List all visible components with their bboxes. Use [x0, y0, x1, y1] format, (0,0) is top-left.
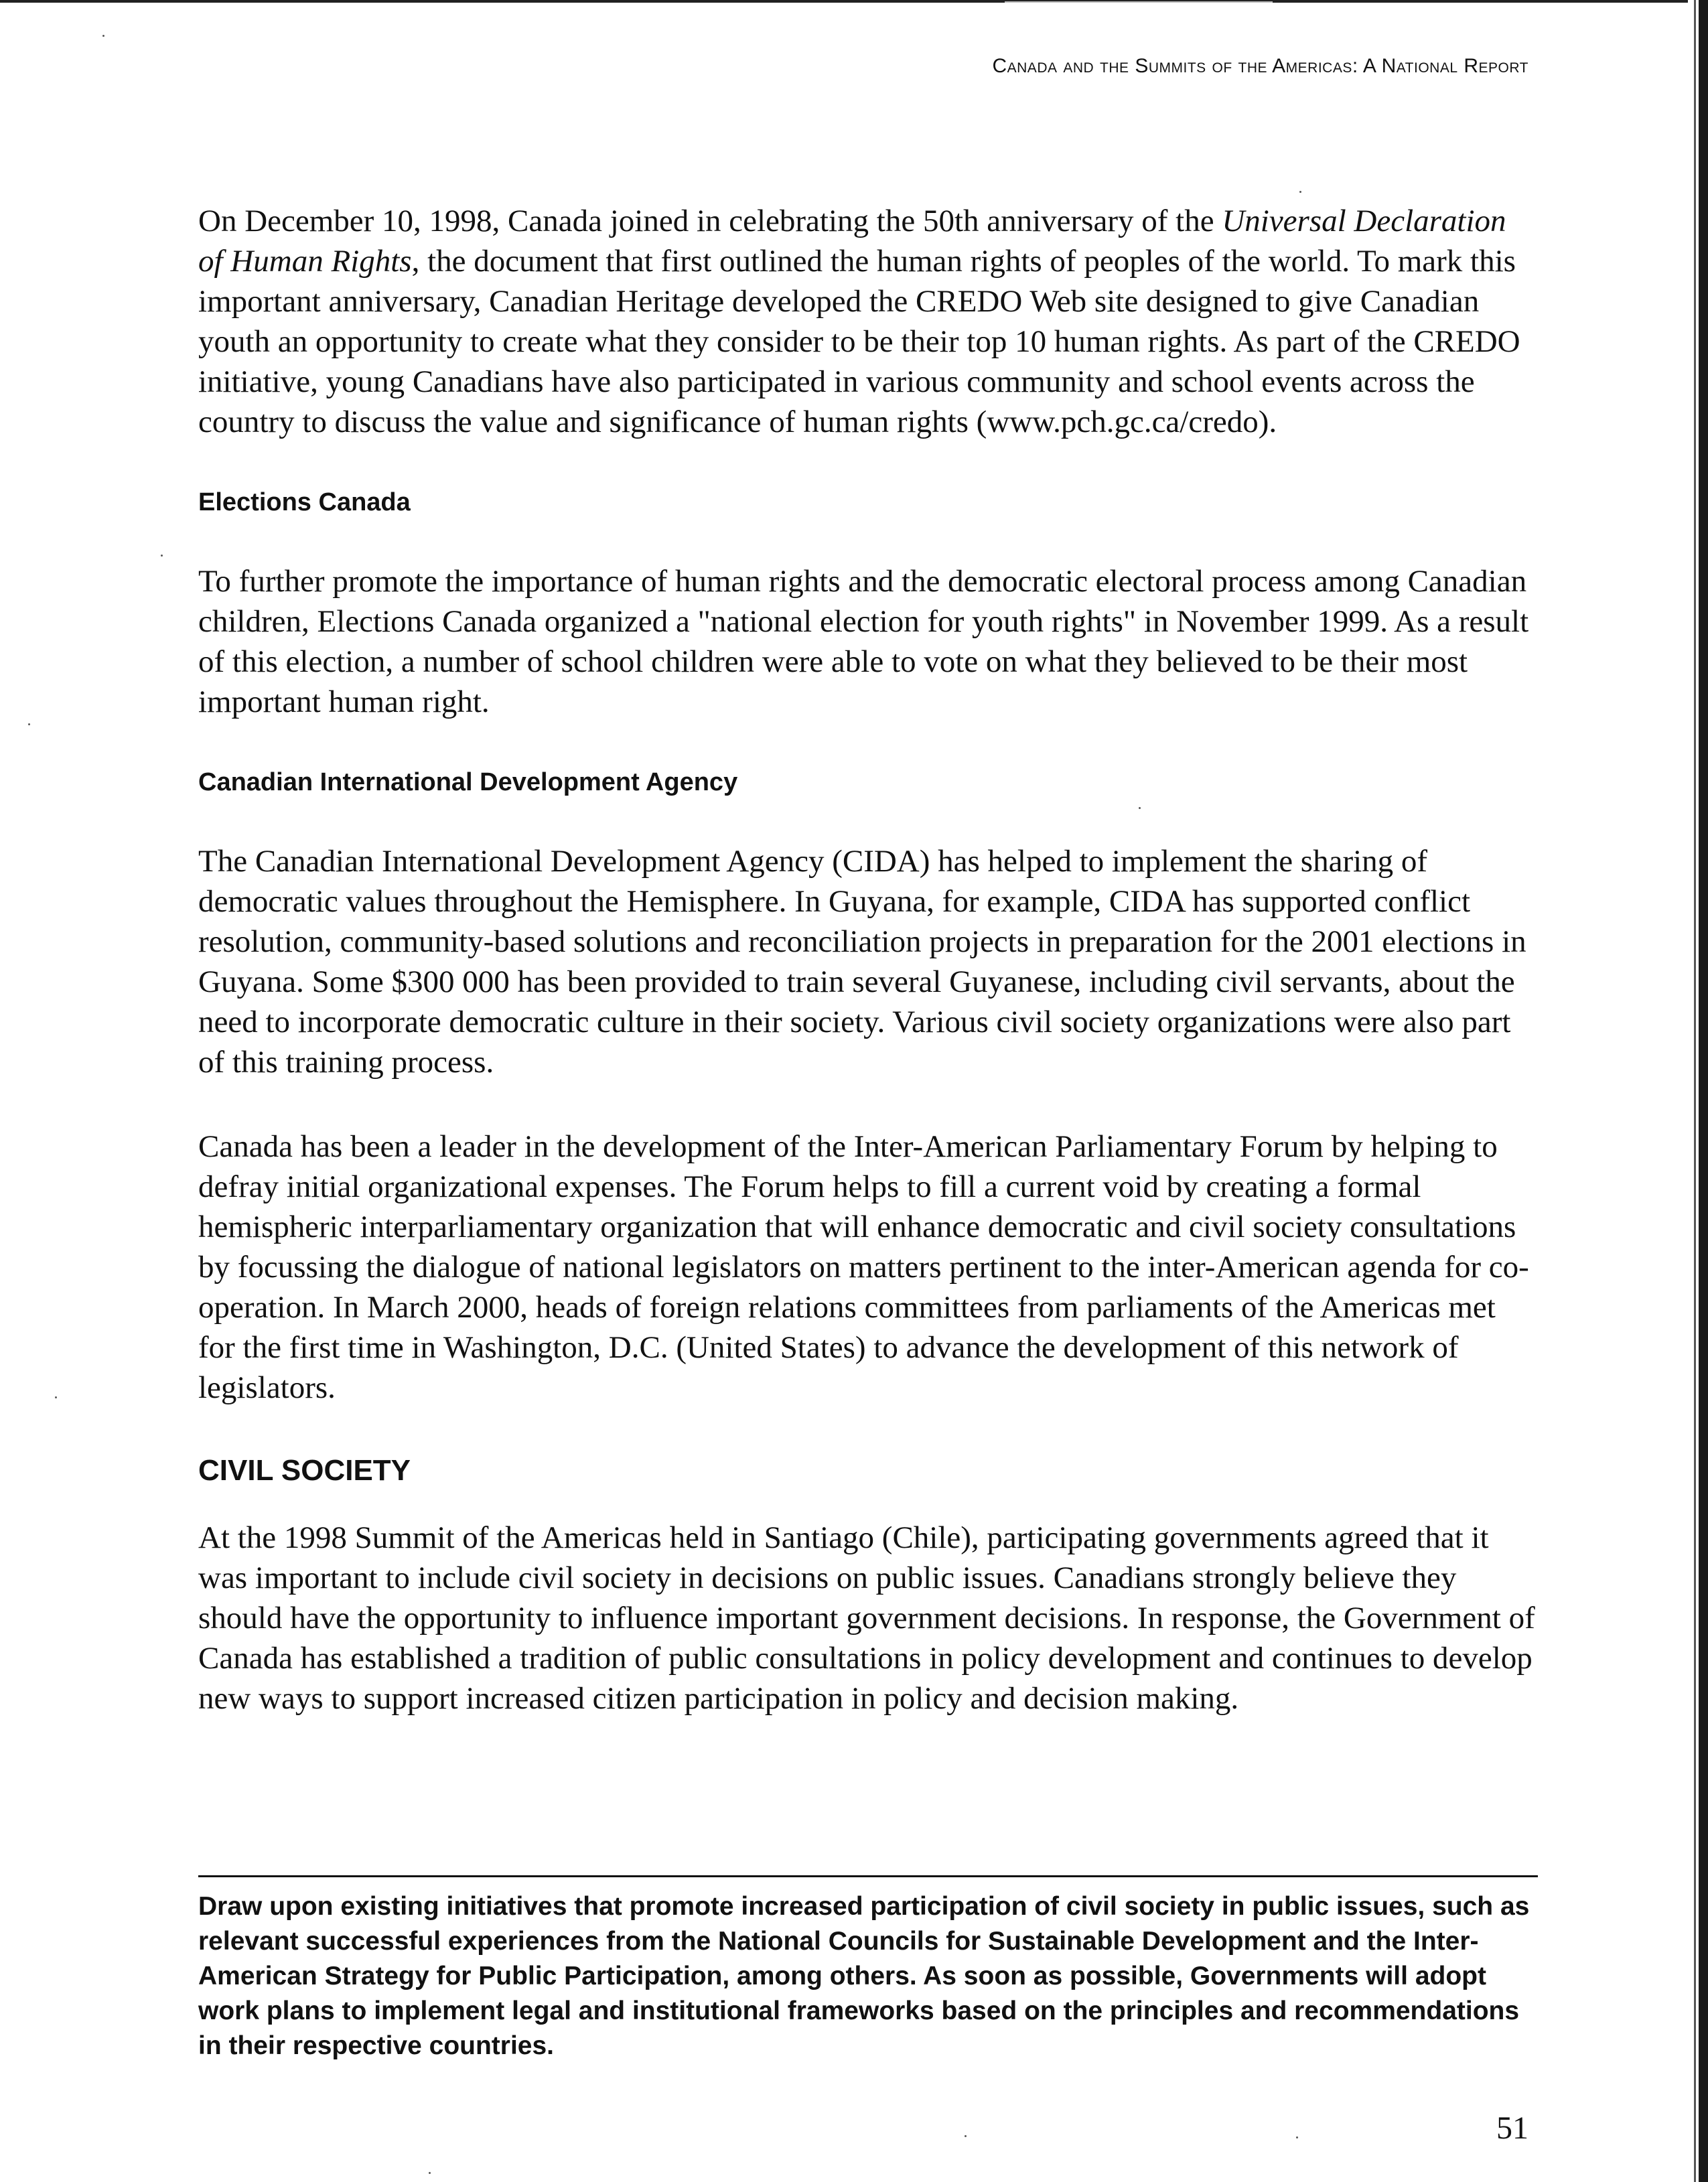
summit-commitment-text: Draw upon existing initiatives that promote increased participation of civil society in public issues, such as relevant successful experiences from the National Councils for Sustainable Development and the Inter-American Strategy for Public Participation, among others. As soon as possible, Governments will adopt work plans to implement legal and institutional frameworks based on the principles and recommendations in their respective countries.	[198, 1892, 1530, 2060]
scan-speck	[102, 35, 104, 37]
paragraph-cida-2: Canada has been a leader in the development of the Inter-American Parliamentary Forum by helping to defray initial organizational expenses. The Forum helps to fill a current void by creating a formal hemispheric interparliamentary organization that will enhance democratic and civil society consultations by focussing the dialogue of national legislators on matters pertinent to the inter-American agenda for co-operation. In March 2000, heads of foreign relations committees from parliaments of the Americas met for the first time in Washington, D.C. (United States) to advance the development of this network of legislators.	[198, 1129, 1529, 1405]
top-rule-faint	[1005, 1, 1273, 3]
scan-speck	[1299, 191, 1301, 193]
scan-speck	[1296, 2136, 1298, 2138]
paragraph-cida-1: The Canadian International Development Agency (CIDA) has helped to implement the sharing of democratic values throughout the Hemisphere. In Guyana, for example, CIDA has supported conflict resolution, community-based solutions and reconciliation projects in preparation for the 2001 elections in Guyana. Some $300 000 has been provided to train several Guyanese, including civil servants, about the need to incorporate democratic culture in their society. Various civil society organizations were also part of this training process.	[198, 844, 1526, 1080]
paragraph-udhr-text-1: On December 10, 1998, Canada joined in celebrating the 50th anniversary of the	[198, 204, 1222, 238]
scan-edge-inner	[1694, 0, 1696, 2182]
scan-speck	[55, 1396, 57, 1398]
running-head: Canada and the Summits of the Americas: A National Report	[992, 55, 1528, 77]
scan-speck	[965, 2135, 967, 2137]
udhr-title: Universal Declaration of Human Rights	[198, 204, 1506, 279]
summit-commitment-box	[198, 1875, 1538, 2063]
paragraph-elections-canada: To further promote the importance of human rights and the democratic electoral process among Canadian children, Elections Canada organized a "national election for youth rights" in November 1999. As a result of this election, a number of school children were able to vote on what they believed to be their most important human right.	[198, 564, 1529, 719]
scan-speck	[28, 723, 30, 725]
page-number: 51	[1496, 2110, 1528, 2146]
paragraph-udhr	[198, 201, 1538, 442]
scan-edge	[1699, 0, 1708, 2182]
heading-civil-society: CIVIL SOCIETY	[198, 1454, 411, 1487]
main-content	[198, 201, 1538, 1763]
heading-cida: Canadian International Development Agency	[198, 768, 738, 796]
top-rule	[0, 0, 1688, 3]
paragraph-udhr-text-2: , the document that first outlined the human rights of peoples of the world. To mark this important anniversary, Canadian Heritage developed the CREDO Web site designed to give Canadian youth an opportunity to create what they consider to be their top 10 human rights. As part of the CREDO initiative, young Canadians have also participated in various community and school events across the country to discuss the value and significance of human rights (www.pch.gc.ca/credo).	[198, 244, 1520, 439]
heading-elections-canada: Elections Canada	[198, 488, 411, 516]
scan-speck	[161, 555, 163, 557]
paragraph-civil-society: At the 1998 Summit of the Americas held in Santiago (Chile), participating governments agreed that it was important to include civil society in decisions on public issues. Canadians strongly believe they should have the opportunity to influence important government decisions. In response, the Government of Canada has established a tradition of public consultations in policy development and continues to develop new ways to support increased citizen participation in policy and decision making.	[198, 1520, 1535, 1716]
scan-speck	[429, 2172, 431, 2174]
